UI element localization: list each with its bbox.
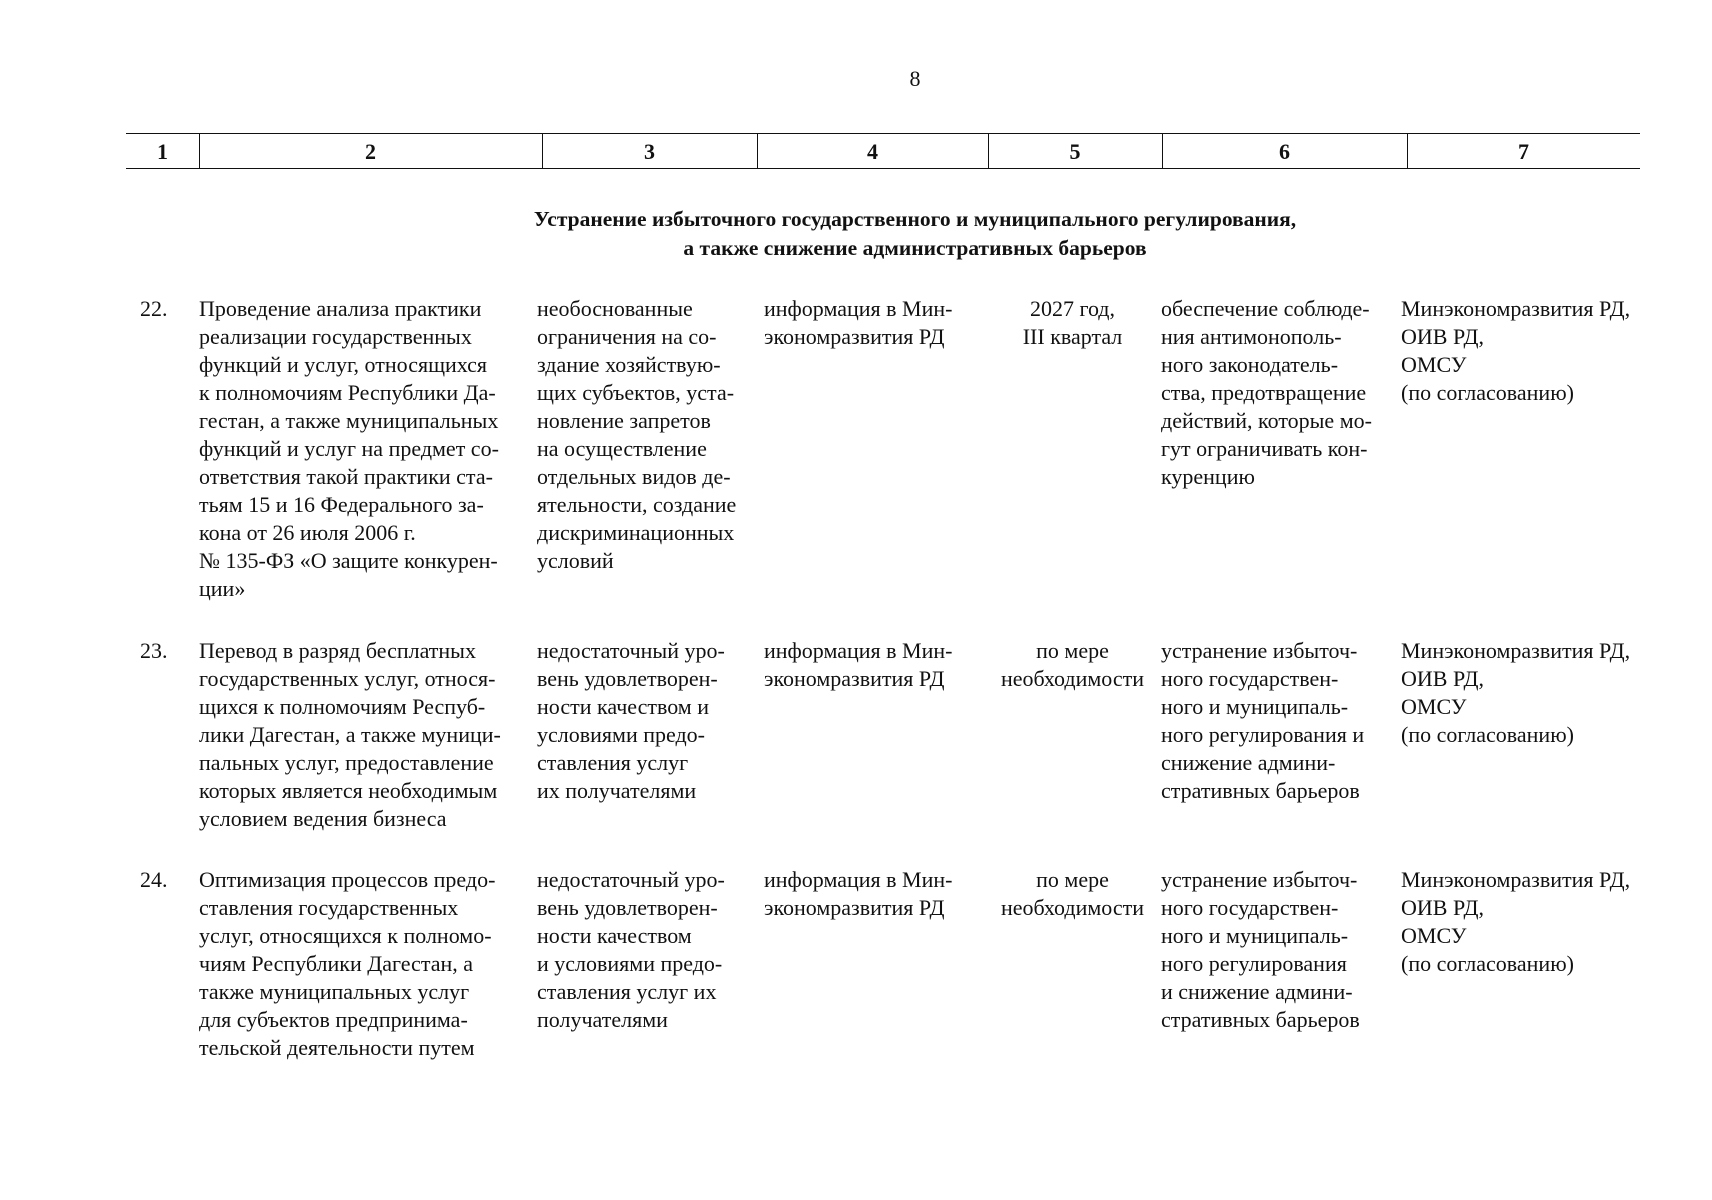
text-line: получателями <box>537 1007 668 1032</box>
expected-outcome <box>1161 637 1398 805</box>
text-line: условий <box>537 548 614 573</box>
text-line: необходимости <box>1000 895 1144 920</box>
text-line: лики Дагестан, а также муници- <box>199 722 501 747</box>
result-form <box>764 295 989 351</box>
expected-outcome <box>1161 295 1398 491</box>
text-line: стративных барьеров <box>1161 1007 1360 1032</box>
row-number: 23. <box>140 638 168 663</box>
responsible-executors <box>1401 866 1707 978</box>
text-line: Проведение анализа практики <box>199 296 482 321</box>
task-description <box>199 295 537 603</box>
text-line: ния антимонополь- <box>1161 324 1342 349</box>
text-line: Оптимизация процессов предо- <box>199 867 496 892</box>
text-line: функций и услуг на предмет со- <box>199 436 499 461</box>
text-line: ности качеством и <box>537 694 709 719</box>
problem-description <box>537 295 759 575</box>
text-line: ного регулирования <box>1161 951 1347 976</box>
text-line: куренцию <box>1161 464 1255 489</box>
text-line: щихся к полномочиям Респуб- <box>199 694 486 719</box>
column-header-4: 4 <box>867 139 878 164</box>
task-description <box>199 866 537 1062</box>
text-line: устранение избыточ- <box>1161 638 1358 663</box>
text-line: экономразвития РД <box>764 895 945 920</box>
text-line: информация в Мин- <box>764 638 953 663</box>
text-line: функций и услуг, относящихся <box>199 352 488 377</box>
text-line: ОИВ РД, <box>1401 666 1485 691</box>
text-line: экономразвития РД <box>764 324 945 349</box>
text-line: ответствия такой практики ста- <box>199 464 493 489</box>
text-line: по мере <box>1036 638 1109 663</box>
text-line: ставления услуг <box>537 750 689 775</box>
text-line: (по согласованию) <box>1401 380 1574 405</box>
text-line: ставления услуг их <box>537 979 717 1004</box>
text-line: обеспечение соблюде- <box>1161 296 1370 321</box>
text-line: ного регулирования и <box>1161 722 1365 747</box>
text-line: (по согласованию) <box>1401 951 1574 976</box>
text-line: ного государствен- <box>1161 895 1339 920</box>
row-number: 22. <box>140 296 168 321</box>
text-line: ного и муниципаль- <box>1161 694 1349 719</box>
text-line: которых является необходимым <box>199 778 498 803</box>
text-line: тьям 15 и 16 Федерального за- <box>199 492 484 517</box>
deadline <box>989 295 1156 351</box>
deadline <box>989 866 1156 922</box>
text-line: чиям Республики Дагестан, а <box>199 951 474 976</box>
text-line: условием ведения бизнеса <box>199 806 447 831</box>
text-line: кона от 26 июля 2006 г. <box>199 520 416 545</box>
text-line: услуг, относящихся к полномо- <box>199 923 492 948</box>
text-line: 2027 год, <box>1029 296 1116 321</box>
column-header-row <box>126 133 1640 169</box>
text-line: отдельных видов де- <box>537 464 731 489</box>
text-line: ОИВ РД, <box>1401 895 1485 920</box>
column-header-1: 1 <box>157 139 168 164</box>
text-line: к полномочиям Республики Да- <box>199 380 496 405</box>
text-line: ОМСУ <box>1401 352 1467 377</box>
text-line: вень удовлетворен- <box>537 666 718 691</box>
text-line: снижение админи- <box>1161 750 1336 775</box>
task-description <box>199 637 537 833</box>
text-line: ного государствен- <box>1161 666 1339 691</box>
text-line: новление запретов <box>537 408 711 433</box>
text-line: гут ограничивать кон- <box>1161 436 1368 461</box>
text-line: для субъектов предпринима- <box>199 1007 468 1032</box>
column-header-2: 2 <box>365 139 376 164</box>
text-line: по мере <box>1036 867 1109 892</box>
text-line: устранение избыточ- <box>1161 867 1358 892</box>
text-line: ного законодатель- <box>1161 352 1339 377</box>
text-line: информация в Мин- <box>764 296 953 321</box>
text-line: ятельности, создание <box>537 492 737 517</box>
row-number: 24. <box>140 867 168 892</box>
text-line: Минэкономразвития РД, <box>1401 638 1631 663</box>
text-line: вень удовлетворен- <box>537 895 718 920</box>
text-line: ограничения на со- <box>537 324 717 349</box>
text-line: тельской деятельности путем <box>199 1035 475 1060</box>
text-line: дискриминационных <box>537 520 735 545</box>
text-line: ОИВ РД, <box>1401 324 1485 349</box>
text-line: ного и муниципаль- <box>1161 923 1349 948</box>
deadline <box>989 637 1156 693</box>
column-header-7: 7 <box>1518 139 1529 164</box>
text-line: условиями предо- <box>537 722 705 747</box>
text-line: и снижение админи- <box>1161 979 1353 1004</box>
responsible-executors <box>1401 295 1707 407</box>
text-line: также муниципальных услуг <box>199 979 470 1004</box>
text-line: ства, предотвращение <box>1161 380 1367 405</box>
text-line: на осуществление <box>537 436 707 461</box>
column-header-6: 6 <box>1279 139 1290 164</box>
text-line: ОМСУ <box>1401 694 1467 719</box>
column-header-5: 5 <box>1069 139 1081 164</box>
text-line: здание хозяйствую- <box>537 352 721 377</box>
text-line: экономразвития РД <box>764 666 945 691</box>
text-line: государственных услуг, относя- <box>199 666 496 691</box>
text-line: и условиями предо- <box>537 951 723 976</box>
text-line: Перевод в разряд бесплатных <box>199 638 476 663</box>
text-line: действий, которые мо- <box>1161 408 1372 433</box>
text-line: стративных барьеров <box>1161 778 1360 803</box>
section-title <box>350 205 1480 263</box>
result-form <box>764 866 989 922</box>
section-title-line: Устранение избыточного государственного и муниципального регулирования, <box>533 207 1297 231</box>
text-line: ции» <box>199 576 246 601</box>
problem-description <box>537 637 759 805</box>
text-line: необоснованные <box>537 296 693 321</box>
text-line: № 135-ФЗ «О защите конкурен- <box>199 548 498 573</box>
text-line: Минэкономразвития РД, <box>1401 296 1631 321</box>
text-line: реализации государственных <box>199 324 472 349</box>
text-line: недостаточный уро- <box>537 867 725 892</box>
text-line: гестан, а также муниципальных <box>199 408 499 433</box>
responsible-executors <box>1401 637 1707 749</box>
text-line: III квартал <box>1022 324 1123 349</box>
text-line: ности качеством <box>537 923 692 948</box>
text-line: (по согласованию) <box>1401 722 1574 747</box>
text-line: Минэкономразвития РД, <box>1401 867 1631 892</box>
column-header-3: 3 <box>644 139 655 164</box>
text-line: их получателями <box>537 778 697 803</box>
text-line: пальных услуг, предоставление <box>199 750 494 775</box>
text-line: недостаточный уро- <box>537 638 725 663</box>
section-title-line: а также снижение административных барьеров <box>683 236 1147 260</box>
text-line: ОМСУ <box>1401 923 1467 948</box>
expected-outcome <box>1161 866 1398 1034</box>
text-line: ставления государственных <box>199 895 459 920</box>
text-line: необходимости <box>1000 666 1144 691</box>
page-number: 8 <box>909 66 921 91</box>
text-line: щих субъектов, уста- <box>537 380 735 405</box>
problem-description <box>537 866 759 1034</box>
text-line: информация в Мин- <box>764 867 953 892</box>
result-form <box>764 637 989 693</box>
